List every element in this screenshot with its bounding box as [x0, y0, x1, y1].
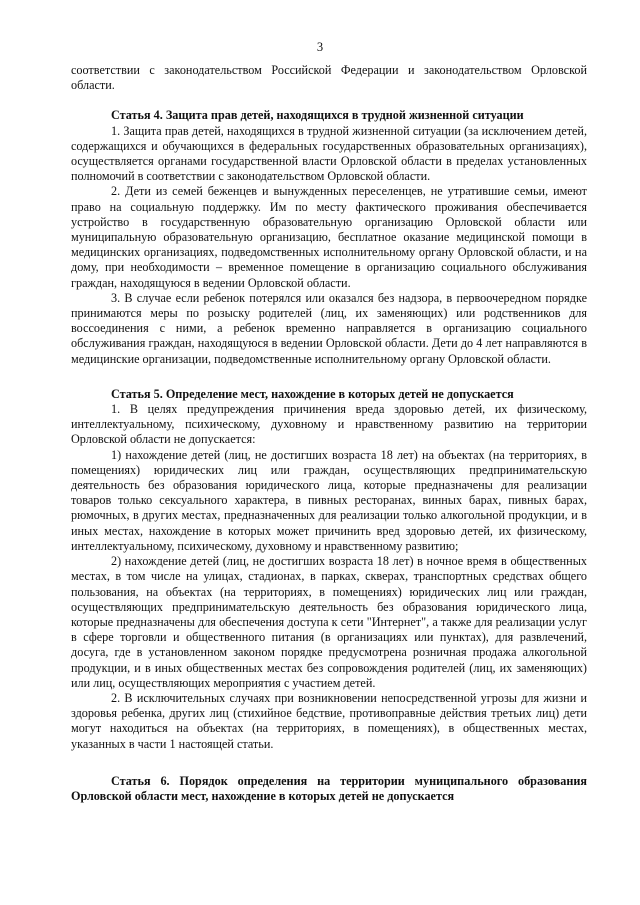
page-number: 3 [316, 40, 324, 54]
article-6-heading: Статья 6. Порядок определения на территории муниципального образования Орловской области мест, нахождение в которых детей не допускается [71, 773, 587, 803]
article-5-heading: Статья 5. Определение мест, нахождение в которых детей не допускается [111, 386, 514, 401]
document-body [71, 63, 587, 804]
paragraph-continuation: соответствии с законодательством Российской Федерации и законодательством Орловской области. [71, 63, 587, 93]
article-5-item-2: 2) нахождение детей (лиц, не достигших возраста 18 лет) в ночное время в общественных местах, в том числе на улицах, стадионах, в парках, скверах, транспортных средствах общего пользования, на объектах (на территориях, в помещениях) юридических лиц или граждан, осуществляющих предпринимательскую деятельность без образования юридического лица, которые предназначены для обеспечения доступа к сети "Интернет", а также для реализации услуг в сфере торговли и общественного питания (в организациях или пунктах), для развлечений, досуга, где в установленном законом порядке предусмотрена розничная продажа алкогольной продукции, и в иных общественных местах без сопровождения родителей (лиц, их заменяющих) или лиц, осуществляющих мероприятия с участием детей. [71, 554, 587, 690]
article-4-heading: Статья 4. Защита прав детей, находящихся в трудной жизненной ситуации [111, 108, 524, 123]
article-5-item-1: 1) нахождение детей (лиц, не достигших возраста 18 лет) на объектах (на территориях, в помещениях) юридических лиц или граждан, осуществляющих предпринимательскую деятельность без образования юридического лица, которые предназначены для реализации товаров только сексуального характера, в пивных ресторанах, винных барах, пивных барах, рюмочных, в других местах, предназначенных для реализации только алкогольной продукции, и в иных местах, нахождение в которых может причинить вред здоровью детей, их физическому, интеллектуальному, психическому, духовному и нравственному развитию; [71, 447, 587, 553]
article-4-part-1: 1. Защита прав детей, находящихся в трудной жизненной ситуации (за исключением детей, содержащихся и обучающихся в федеральных государственных образовательных организациях), осуществляется органами государственной власти Орловской области в пределах установленных полномочий в соответствии с законодательством Орловской области. [71, 123, 587, 184]
article-5-part-2: 2. В исключительных случаях при возникновении непосредственной угрозы для жизни и здоровья ребенка, других лиц (стихийное бедствие, противоправные действия третьих лиц) дети могут находиться на объектах (на территориях, в помещениях), в общественных местах, указанных в части 1 настоящей статьи. [71, 690, 587, 751]
article-4-part-2: 2. Дети из семей беженцев и вынужденных переселенцев, не утратившие семьи, имеют право на социальную поддержку. Им по месту фактического проживания обеспечивается устройство в государственную образовательную организацию Орловской области или муниципальную образовательную организацию, бесплатное оказание медицинской помощи в медицинских организациях, подведомственных исполнительному органу Орловской области, и на дому, при необходимости – временное помещение в организацию социального обслуживания граждан, находящуюся в ведении Орловской области. [71, 184, 587, 290]
article-5-part-1: 1. В целях предупреждения причинения вреда здоровью детей, их физическому, интеллектуальному, психическому, духовному и нравственному развитию на территории Орловской области не допускается: [71, 402, 587, 447]
article-4-part-3: 3. В случае если ребенок потерялся или оказался без надзора, в первоочередном порядке принимаются меры по розыску родителей (лиц, их заменяющих) или родственников для воссоединения с ними, а ребенок временно направляется в организацию социального обслуживания граждан, находящуюся в ведении Орловской области. Дети до 4 лет направляются в медицинские организации, подведомственные исполнительному органу Орловской области. [71, 290, 587, 366]
